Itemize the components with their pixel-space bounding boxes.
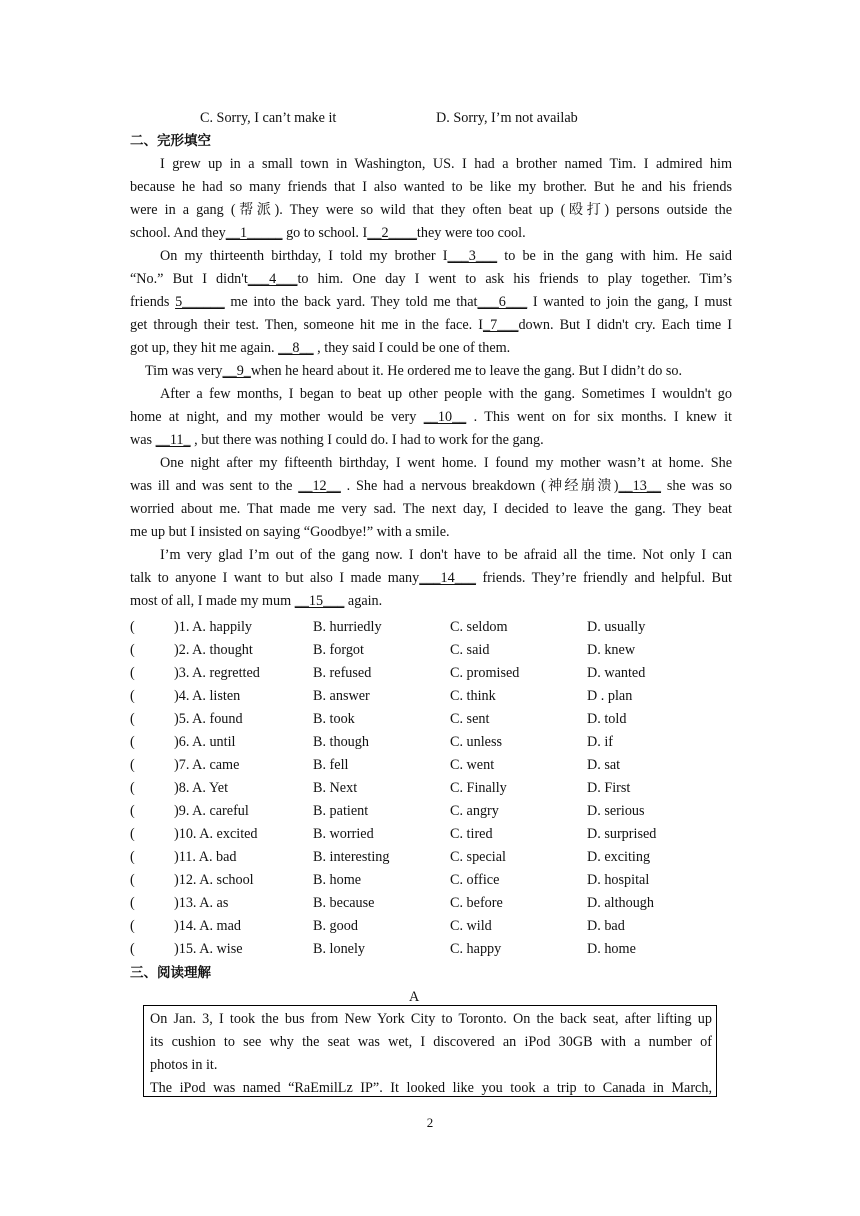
option-a: )15. A. wise <box>174 941 243 957</box>
cloze-blank: ___3___ <box>447 248 498 264</box>
option-d: D. usually <box>587 619 646 635</box>
option-c: C. unless <box>450 734 503 750</box>
cloze-text: , but there was nothing I could do. I had to work for the gang. <box>190 432 544 448</box>
option-a: )8. A. Yet <box>174 780 229 796</box>
choice-row <box>130 756 730 774</box>
cloze-blank: ___6___ <box>477 294 528 310</box>
choice-row <box>130 664 730 682</box>
cloze-text: again. <box>344 593 383 609</box>
answer-paren: ( <box>130 826 135 842</box>
passage-box <box>143 1005 717 1097</box>
option-c-text: C. Sorry, I can’t make it <box>200 110 337 126</box>
cloze-text: they were too cool. <box>416 225 526 241</box>
cloze-text: . She had a nervous breakdown (神经崩溃) <box>340 478 619 494</box>
cloze-text: On my thirteenth birthday, I told my brother I <box>160 248 448 264</box>
option-b: B. forgot <box>313 642 364 658</box>
cloze-line <box>160 546 732 564</box>
cloze-text: talk to anyone I want to but also I made many <box>130 570 420 586</box>
cloze-text: get through their test. Then, someone hit me in the face. I <box>130 317 483 333</box>
cloze-text: got up, they hit me again. <box>130 340 279 356</box>
choice-row <box>130 825 730 843</box>
option-d: D. hospital <box>587 872 650 888</box>
option-c: C. angry <box>450 803 499 819</box>
answer-paren: ( <box>130 918 135 934</box>
cloze-text: I grew up in a small town in Washington, US. I had a brother named Tim. I admired him <box>160 156 732 172</box>
answer-paren: ( <box>130 734 135 750</box>
cloze-blank: __11_ <box>155 432 191 448</box>
option-b: B. Next <box>313 780 358 796</box>
option-b: B. worried <box>313 826 374 842</box>
answer-paren: ( <box>130 711 135 727</box>
option-c: C. wild <box>450 918 492 934</box>
passage-line: photos in it. <box>150 1057 218 1073</box>
option-c: C. happy <box>450 941 502 957</box>
option-d: D . plan <box>587 688 633 704</box>
cloze-line <box>130 431 544 449</box>
cloze-text: were in a gang (帮派). They were so wild that they often beat up (殴打) persons outside the <box>130 202 732 218</box>
cloze-text: school. And they <box>130 225 226 241</box>
option-c: C. went <box>450 757 495 773</box>
cloze-line <box>145 362 682 380</box>
cloze-blank: _7___ <box>482 317 519 333</box>
option-c: C. think <box>450 688 496 704</box>
section-heading-reading: 三、阅读理解 <box>130 965 211 981</box>
cloze-blank: ___14___ <box>419 570 476 586</box>
option-c: C. sent <box>450 711 490 727</box>
cloze-text: me up but I insisted on saying “Goodbye!” with a smile. <box>130 524 450 540</box>
choice-row <box>130 940 730 958</box>
answer-paren: ( <box>130 780 135 796</box>
option-b: B. fell <box>313 757 349 773</box>
option-a: )6. A. until <box>174 734 236 750</box>
cloze-text: down. But I didn't cry. Each time I <box>518 317 733 333</box>
cloze-blank: 5______ <box>175 294 225 310</box>
option-a: )13. A. as <box>174 895 229 911</box>
option-c: C. Finally <box>450 780 507 796</box>
cloze-text: One night after my fifteenth birthday, I went home. I found my mother wasn’t at home. She <box>160 455 732 471</box>
cloze-blank: __13__ <box>618 478 662 494</box>
choice-row <box>130 710 730 728</box>
cloze-text: After a few months, I began to beat up other people with the gang. Sometimes I wouldn't go <box>160 386 732 402</box>
cloze-text: because he had so many friends that I also wanted to be like my brother. But he and his friends <box>130 179 732 195</box>
cloze-text: go to school. I <box>282 225 368 241</box>
choice-row <box>130 917 730 935</box>
cloze-line <box>130 293 732 311</box>
option-a: )11. A. bad <box>174 849 237 865</box>
option-a: )5. A. found <box>174 711 243 727</box>
choice-row <box>130 618 730 636</box>
cloze-text: when he heard about it. He ordered me to leave the gang. But I didn’t do so. <box>250 363 683 379</box>
option-b: B. answer <box>313 688 370 704</box>
cloze-line <box>160 247 732 265</box>
option-c: C. seldom <box>450 619 508 635</box>
option-c: C. promised <box>450 665 520 681</box>
cloze-line <box>130 178 732 196</box>
option-a: )12. A. school <box>174 872 254 888</box>
answer-paren: ( <box>130 757 135 773</box>
choice-row <box>130 871 730 889</box>
option-d: D. bad <box>587 918 625 934</box>
cloze-text: most of all, I made my mum <box>130 593 295 609</box>
section-heading-cloze: 二、完形填空 <box>130 133 211 149</box>
answer-paren: ( <box>130 941 135 957</box>
cloze-blank: __9_ <box>222 363 251 379</box>
cloze-text: she was so <box>661 478 733 494</box>
cloze-line <box>130 339 510 357</box>
choice-row <box>130 848 730 866</box>
answer-paren: ( <box>130 619 135 635</box>
option-d-text: D. Sorry, I’m not availab <box>436 110 578 126</box>
cloze-line <box>130 270 732 288</box>
option-d: D. although <box>587 895 654 911</box>
option-b: B. interesting <box>313 849 390 865</box>
option-c: C. said <box>450 642 490 658</box>
cloze-text: to him. One day I went to ask his friends to play together. Tim’s <box>297 271 732 287</box>
cloze-text: . This went on for six months. I knew it <box>466 409 733 425</box>
passage-label: A <box>409 989 420 1005</box>
option-d: D. knew <box>587 642 636 658</box>
choice-row <box>130 779 730 797</box>
cloze-text: “No.” But I didn't <box>130 271 248 287</box>
answer-paren: ( <box>130 849 135 865</box>
cloze-text: worried about me. That made me very sad. The next day, I decided to leave the gang. They beat <box>130 501 732 517</box>
cloze-blank: __2____ <box>367 225 417 241</box>
cloze-line <box>160 155 732 173</box>
cloze-line <box>130 523 450 541</box>
option-b: B. though <box>313 734 369 750</box>
answer-paren: ( <box>130 803 135 819</box>
cloze-blank: __12__ <box>298 478 341 494</box>
choice-row <box>130 687 730 705</box>
option-c: C. before <box>450 895 503 911</box>
option-c: C. special <box>450 849 506 865</box>
option-d: D. wanted <box>587 665 646 681</box>
cloze-text: I’m very glad I’m out of the gang now. I don't have to be afraid all the time. Not only I can <box>160 547 732 563</box>
page-number: 2 <box>426 1115 434 1130</box>
cloze-blank: __15___ <box>294 593 345 609</box>
option-d: D. home <box>587 941 636 957</box>
option-a: )3. A. regretted <box>174 665 260 681</box>
passage-line: its cushion to see why the seat was wet, I discovered an iPod 30GB with a number of <box>150 1034 712 1050</box>
cloze-text: friends. They’re friendly and helpful. But <box>475 570 732 586</box>
option-a: )9. A. careful <box>174 803 249 819</box>
cloze-line <box>130 592 382 610</box>
choice-row <box>130 894 730 912</box>
option-d: D. surprised <box>587 826 657 842</box>
option-b: B. patient <box>313 803 369 819</box>
option-b: B. because <box>313 895 375 911</box>
cloze-line <box>130 316 732 334</box>
option-b: B. home <box>313 872 362 888</box>
choice-row <box>130 641 730 659</box>
option-a: )1. A. happily <box>174 619 253 635</box>
option-a: )7. A. came <box>174 757 240 773</box>
cloze-line <box>130 201 732 219</box>
cloze-text: Tim was very <box>145 363 223 379</box>
answer-paren: ( <box>130 665 135 681</box>
option-d: D. First <box>587 780 631 796</box>
option-d: D. exciting <box>587 849 651 865</box>
option-b: B. hurriedly <box>313 619 382 635</box>
cloze-blank: __10__ <box>423 409 467 425</box>
cloze-text: friends <box>130 294 176 310</box>
cloze-text: , they said I could be one of them. <box>313 340 511 356</box>
option-a: )4. A. listen <box>174 688 241 704</box>
cloze-line <box>130 408 732 426</box>
cloze-text: home at night, and my mother would be very <box>130 409 424 425</box>
option-b: B. lonely <box>313 941 366 957</box>
option-d: D. told <box>587 711 627 727</box>
cloze-text: was ill and was sent to the <box>130 478 299 494</box>
answer-paren: ( <box>130 688 135 704</box>
cloze-line <box>130 500 732 518</box>
option-b: B. good <box>313 918 358 934</box>
cloze-line <box>130 569 732 587</box>
option-c: C. office <box>450 872 500 888</box>
cloze-line <box>160 454 732 472</box>
option-a: )2. A. thought <box>174 642 253 658</box>
passage-line: The iPod was named “RaEmilLz IP”. It looked like you took a trip to Canada in March, <box>150 1080 712 1096</box>
answer-paren: ( <box>130 872 135 888</box>
option-b: B. took <box>313 711 355 727</box>
cloze-text: was <box>130 432 156 448</box>
choice-row <box>130 802 730 820</box>
cloze-text: me into the back yard. They told me that <box>224 294 478 310</box>
passage-line: On Jan. 3, I took the bus from New York City to Toronto. On the back seat, after lifting up <box>150 1011 712 1027</box>
answer-paren: ( <box>130 642 135 658</box>
cloze-text: I wanted to join the gang, I must <box>527 294 732 310</box>
cloze-blank: __8__ <box>278 340 314 356</box>
cloze-line <box>130 477 732 495</box>
cloze-blank: __1_____ <box>225 225 283 241</box>
option-d: D. serious <box>587 803 645 819</box>
answer-paren: ( <box>130 895 135 911</box>
option-c: C. tired <box>450 826 493 842</box>
option-a: )10. A. excited <box>174 826 258 842</box>
cloze-blank: ___4___ <box>247 271 298 287</box>
option-a: )14. A. mad <box>174 918 241 934</box>
cloze-text: to be in the gang with him. He said <box>497 248 732 264</box>
option-d: D. if <box>587 734 614 750</box>
cloze-line <box>160 385 732 403</box>
option-d: D. sat <box>587 757 621 773</box>
cloze-line <box>130 224 526 242</box>
option-b: B. refused <box>313 665 372 681</box>
choice-row <box>130 733 730 751</box>
